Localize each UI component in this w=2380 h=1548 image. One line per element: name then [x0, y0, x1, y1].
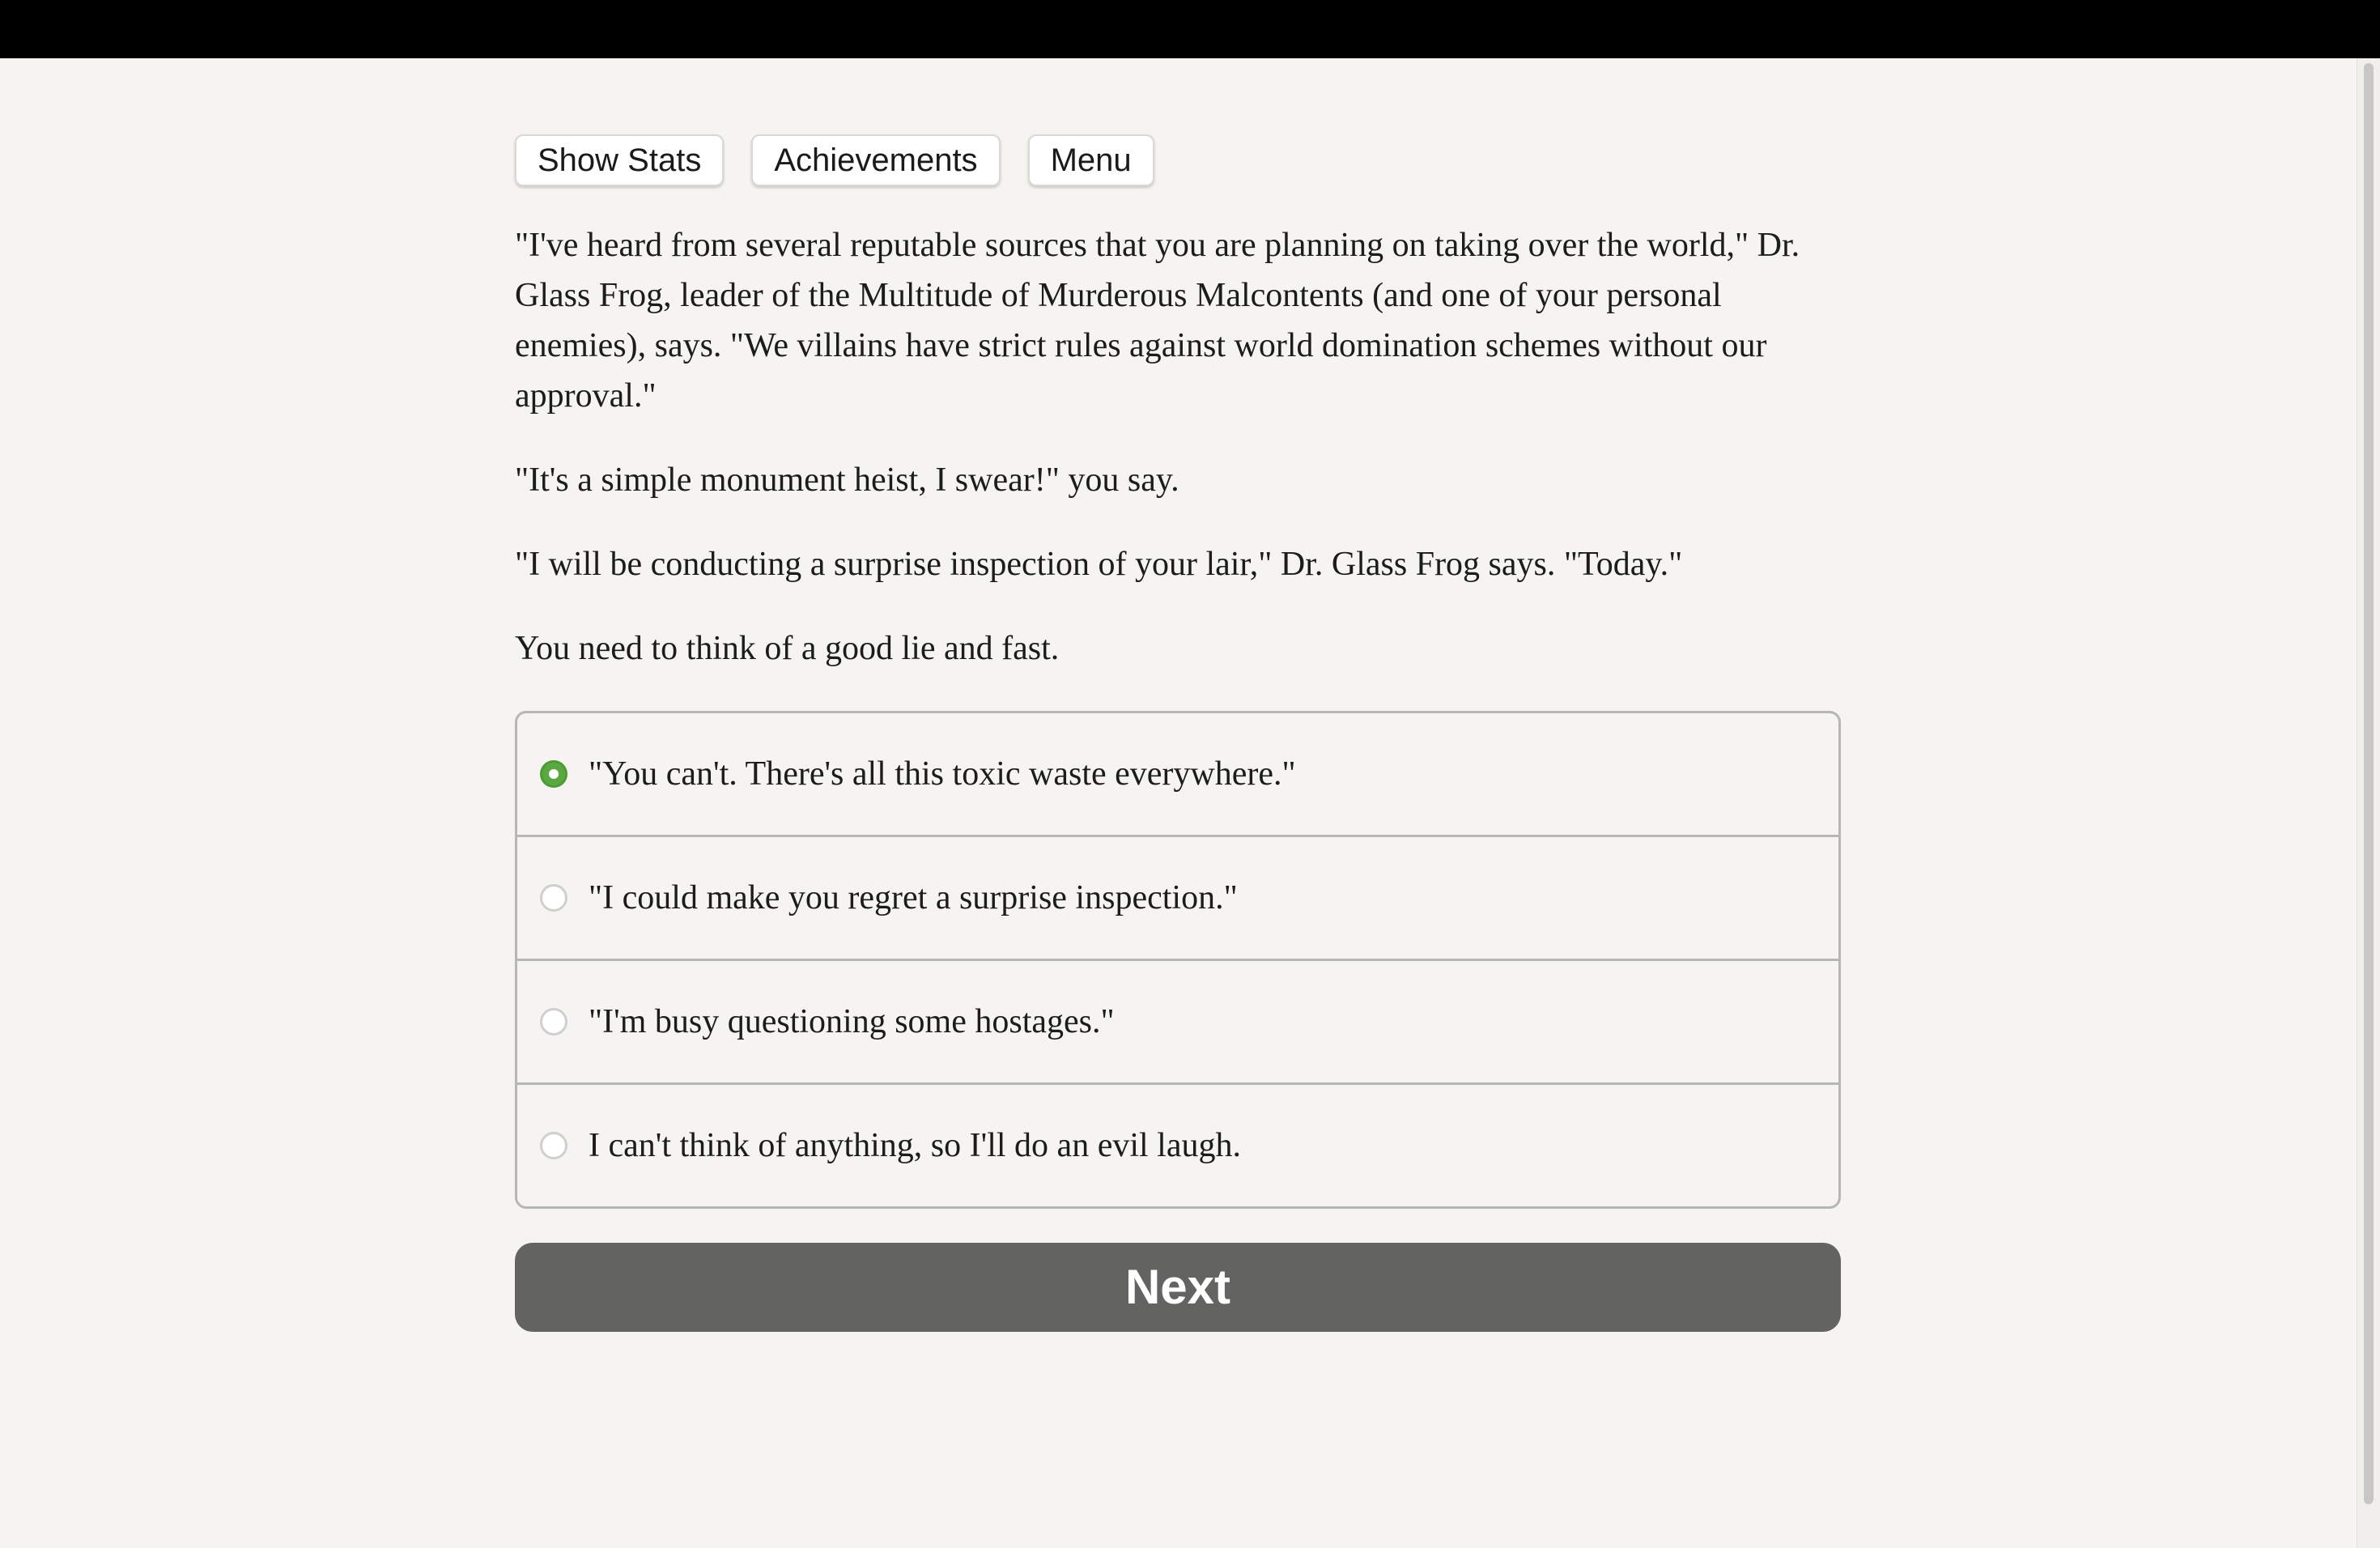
story-paragraph: You need to think of a good lie and fast.	[515, 630, 1060, 667]
radio-icon[interactable]	[540, 1008, 567, 1036]
choice-list	[515, 711, 1841, 1209]
story-text	[515, 220, 1841, 674]
story-paragraph: "I've heard from several reputable sources that you are planning on taking over the world," Dr. Glass Frog, leader of the Multitude of Murderous Malcontents (and one of your personal enemies), says. "We villains have strict rules against world domination schemes without our approval."	[515, 227, 1800, 415]
scrollbar-thumb[interactable]	[2364, 63, 2374, 1504]
scrollbar[interactable]	[2357, 58, 2380, 1548]
next-button[interactable]: Next	[515, 1243, 1841, 1332]
choice-label: "I could make you regret a surprise inspection."	[589, 879, 1238, 916]
story-paragraph: "It's a simple monument heist, I swear!" you say.	[515, 461, 1179, 499]
choice-label: I can't think of anything, so I'll do an evil laugh.	[589, 1127, 1241, 1164]
browser-top-bar	[0, 0, 2380, 58]
choice-option-4[interactable]	[517, 1085, 1838, 1206]
radio-icon[interactable]	[540, 1132, 567, 1159]
choice-label: "I'm busy questioning some hostages."	[589, 1003, 1115, 1040]
choice-option-3[interactable]	[517, 961, 1838, 1085]
story-paragraph: "I will be conducting a surprise inspection of your lair," Dr. Glass Frog says. "Today."	[515, 546, 1683, 583]
toolbar	[515, 134, 1841, 189]
achievements-button[interactable]: Achievements	[751, 134, 1000, 186]
show-stats-button[interactable]: Show Stats	[515, 134, 724, 186]
menu-button[interactable]: Menu	[1028, 134, 1154, 186]
choice-option-2[interactable]	[517, 837, 1838, 961]
choice-label: "You can't. There's all this toxic waste everywhere."	[589, 755, 1296, 793]
radio-icon[interactable]	[540, 884, 567, 912]
game-container	[515, 134, 1841, 1332]
radio-selected-icon[interactable]	[540, 760, 567, 788]
choice-option-1[interactable]	[517, 713, 1838, 837]
